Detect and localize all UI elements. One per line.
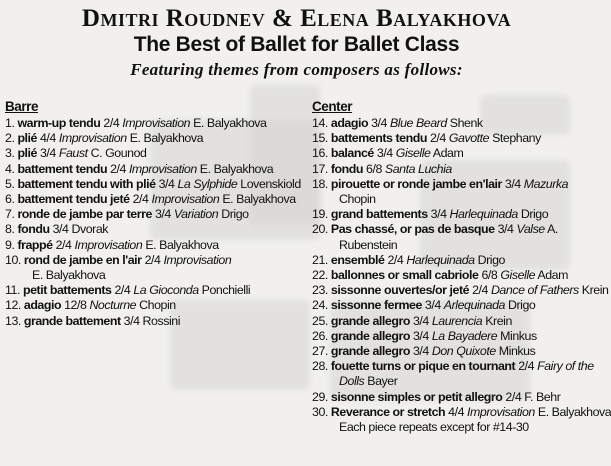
list-item <box>5 314 295 329</box>
step-name: sisonne simples or petit allegro <box>330 389 503 404</box>
time-signature: 3/4 <box>412 344 429 359</box>
repeat-note: Each piece repeats except for #14-30 <box>339 420 529 435</box>
composer-name: Minkus <box>500 328 537 343</box>
piece-title: Variation <box>173 207 219 222</box>
time-signature: 3/4 <box>371 116 387 130</box>
piece-title: Santa Luchia <box>384 161 452 176</box>
composer-name: Adam <box>537 268 568 283</box>
composer-name: Stephany <box>492 131 541 146</box>
piece-title: La Bayadere <box>431 328 498 343</box>
document-header <box>0 0 593 80</box>
step-name: balancé <box>330 146 374 161</box>
composer-name: C. Gounod <box>90 146 147 161</box>
list-item <box>312 359 592 389</box>
step-name: battement tendu jeté <box>17 192 130 207</box>
composer-name: Krein <box>485 313 512 328</box>
composer-name: Lovenskiold <box>240 176 301 191</box>
composer-name: Shenk <box>449 116 483 130</box>
piece-title: Arlequinada <box>443 298 505 313</box>
item-number: 26. <box>312 328 328 343</box>
step-name: rond de jambe en l'air <box>23 252 142 267</box>
continuation-line <box>312 192 592 207</box>
piece-title: Dance of Fathers <box>490 283 579 298</box>
composer-name: Rossini <box>142 313 180 328</box>
step-name: adagio <box>23 298 62 313</box>
list-item <box>312 116 592 131</box>
item-number: 27. <box>312 344 328 359</box>
step-name: Reverance or stretch <box>330 404 446 419</box>
step-name: fouette turns or pique en tournant <box>330 359 516 374</box>
composer-name: Krein <box>581 283 609 298</box>
piece-title: Harlequinada <box>406 252 475 267</box>
piece-title: Fairy of the <box>537 359 594 374</box>
piece-title: Nocturne <box>89 298 137 313</box>
piece-title: Dolls <box>339 374 365 389</box>
composer-name: Bayer <box>367 374 398 389</box>
step-name: sissonne fermee <box>330 298 422 313</box>
step-name: ballonnes or small cabriole <box>330 268 479 283</box>
list-item <box>312 177 592 207</box>
item-number: 11. <box>5 283 20 298</box>
time-signature: 3/4 <box>424 298 441 313</box>
item-number: 15. <box>312 131 328 146</box>
list-item <box>312 146 592 161</box>
step-name: ronde de jambe par terre <box>17 207 152 222</box>
time-signature: 2/4 <box>505 389 522 404</box>
item-number: 10. <box>5 252 21 267</box>
composer-name: Adam <box>432 146 464 161</box>
step-name: pirouette or ronde jambe en'lair <box>330 176 502 191</box>
list-item <box>5 131 295 146</box>
step-name: ensemblé <box>330 252 385 267</box>
composer-name: F. Behr <box>524 389 561 404</box>
composer-name: Dvorak <box>71 222 109 237</box>
item-number: 23. <box>312 283 328 298</box>
piece-title: Improvisation <box>128 161 197 176</box>
time-signature: 3/4 <box>154 207 171 222</box>
item-number: 21. <box>312 252 328 267</box>
list-item <box>5 298 295 313</box>
item-number: 2. <box>5 131 15 146</box>
time-signature: 2/4 <box>472 283 488 298</box>
piece-title: Improvisation <box>467 404 535 419</box>
album-title: The Best of Ballet for Ballet Class <box>133 33 460 56</box>
authors-heading: Dmitri Roudnev & Elena Balyakhova <box>81 5 512 32</box>
time-signature: 2/4 <box>429 131 446 146</box>
composer-name: Minkus <box>498 344 536 359</box>
step-name: plié <box>17 131 37 146</box>
item-number: 9. <box>5 237 15 252</box>
piece-title: Blue Beard <box>389 116 447 130</box>
piece-title: Improvisation <box>151 192 220 207</box>
step-name: grande allegro <box>330 344 410 359</box>
item-number: 18. <box>312 176 328 191</box>
list-item <box>5 207 295 222</box>
item-number: 30. <box>312 404 328 419</box>
time-signature: 3/4 <box>430 207 447 222</box>
time-signature: 2/4 <box>518 359 535 374</box>
composer-name: E. Balyakhova <box>32 268 106 283</box>
composer-name: E. Balyakhova <box>222 192 296 207</box>
barre-list <box>5 116 301 329</box>
item-number: 12. <box>5 298 21 313</box>
piece-title: Laurencia <box>431 313 483 328</box>
time-signature: 3/4 <box>412 313 429 328</box>
composer-name: Drigo <box>477 252 505 267</box>
list-item <box>5 192 295 207</box>
list-item <box>312 404 611 420</box>
item-number: 28. <box>312 359 328 374</box>
list-item <box>5 253 295 283</box>
piece-title: Valse <box>516 222 545 237</box>
item-number: 29. <box>312 389 328 404</box>
center-heading: Center <box>312 99 353 114</box>
item-number: 6. <box>5 192 15 207</box>
piece-title: Faust <box>58 146 88 161</box>
composer-name: Chopin <box>139 298 176 313</box>
composer-name: E. Balyakhova <box>193 116 267 130</box>
time-signature: 6/8 <box>366 161 382 176</box>
step-name: fondu <box>330 161 364 176</box>
step-name: grande allegro <box>330 328 410 343</box>
item-number: 25. <box>312 313 328 328</box>
step-name: sissonne ouvertes/or jeté <box>330 283 470 298</box>
time-signature: 3/4 <box>497 222 514 237</box>
piece-title: Mazurka <box>523 176 569 191</box>
item-number: 22. <box>312 268 328 283</box>
composer-name: E. Balyakhova <box>129 131 204 146</box>
composer-name: E. Balyakhova <box>537 404 611 419</box>
item-number: 8. <box>5 222 15 237</box>
composer-name: E. Balyakhova <box>199 161 274 176</box>
barre-column <box>5 99 301 329</box>
step-name: plié <box>17 146 37 161</box>
list-item <box>312 314 592 329</box>
step-name: petit battements <box>22 283 112 298</box>
time-signature: 2/4 <box>144 252 161 267</box>
time-signature: 3/4 <box>412 328 429 343</box>
item-number: 14. <box>312 116 328 130</box>
list-item <box>5 238 295 253</box>
item-number: 3. <box>5 146 15 161</box>
time-signature: 3/4 <box>52 222 69 237</box>
list-item <box>312 329 592 344</box>
item-number: 5. <box>5 176 15 191</box>
composer-name: A. <box>547 222 558 237</box>
list-item <box>5 116 295 131</box>
piece-title: Don Quixote <box>431 344 496 359</box>
time-signature: 12/8 <box>64 298 87 313</box>
step-name: warm-up tendu <box>17 116 101 130</box>
step-name: grande battement <box>23 313 121 328</box>
list-item <box>312 222 592 252</box>
barre-heading: Barre <box>5 99 39 114</box>
time-signature: 2/4 <box>114 283 131 298</box>
subtitle: Featuring themes from composers as follows: <box>130 60 463 79</box>
composer-name: Drigo <box>221 207 249 222</box>
item-number: 1. <box>5 116 15 130</box>
time-signature: 2/4 <box>387 252 404 267</box>
time-signature: 3/4 <box>504 176 521 191</box>
piece-title: Improvisation <box>163 252 232 267</box>
composer-name: Drigo <box>507 298 536 313</box>
composer-name: E. Balyakhova <box>145 237 219 252</box>
time-signature: 2/4 <box>132 192 149 207</box>
composer-name: Chopin <box>339 192 376 207</box>
time-signature: 6/8 <box>481 268 498 283</box>
list-item <box>312 390 592 405</box>
step-name: fondu <box>17 222 50 237</box>
time-signature: 2/4 <box>103 116 120 130</box>
list-item <box>5 162 295 177</box>
list-item <box>312 268 592 283</box>
list-item <box>312 207 592 222</box>
item-number: 24. <box>312 298 328 313</box>
time-signature: 3/4 <box>39 146 56 161</box>
time-signature: 4/4 <box>39 131 56 146</box>
time-signature: 3/4 <box>158 176 175 191</box>
time-signature: 2/4 <box>110 161 126 176</box>
list-item <box>312 253 592 268</box>
item-number: 16. <box>312 146 328 161</box>
list-item <box>312 162 592 177</box>
time-signature: 2/4 <box>55 237 72 252</box>
list-item <box>5 146 295 161</box>
step-name: grande allegro <box>330 313 410 328</box>
list-item <box>312 344 592 359</box>
item-number: 4. <box>5 161 15 176</box>
piece-title: Giselle <box>500 268 536 283</box>
item-number: 7. <box>5 207 15 222</box>
continuation-line <box>5 268 295 283</box>
piece-title: La Sylphide <box>177 176 238 191</box>
composer-name: Rubenstein <box>339 237 398 252</box>
composer-name: Drigo <box>520 207 549 222</box>
list-item <box>312 131 592 146</box>
time-signature: 4/4 <box>448 404 465 419</box>
center-column <box>312 99 611 435</box>
step-name: Pas chassé, or pas de basque <box>330 222 495 237</box>
piece-title: Improvisation <box>122 116 191 130</box>
piece-title: Gavotte <box>448 131 490 146</box>
step-name: battement tendu <box>17 161 108 176</box>
list-item <box>312 298 592 313</box>
item-number: 20. <box>312 222 328 237</box>
item-number: 19. <box>312 207 328 222</box>
piece-title: Improvisation <box>58 131 127 146</box>
center-list <box>312 116 611 420</box>
continuation-line <box>312 238 592 253</box>
time-signature: 3/4 <box>376 146 393 161</box>
step-name: battement tendu with plié <box>17 176 156 191</box>
piece-title: Harlequinada <box>449 207 518 222</box>
step-name: frappé <box>17 237 53 252</box>
time-signature: 3/4 <box>123 313 140 328</box>
list-item <box>5 283 295 298</box>
item-number: 17. <box>312 161 328 176</box>
list-item <box>5 222 295 237</box>
piece-title: La Gioconda <box>133 283 199 298</box>
step-name: adagio <box>330 116 369 130</box>
piece-title: Giselle <box>395 146 431 161</box>
piece-title: Improvisation <box>74 237 143 252</box>
item-number: 13. <box>5 313 21 328</box>
step-name: grand battements <box>330 207 428 222</box>
composer-name: Ponchielli <box>201 283 251 298</box>
list-item <box>312 283 609 298</box>
continuation-line <box>312 374 592 389</box>
step-name: battements tendu <box>330 131 427 146</box>
list-item <box>5 176 301 192</box>
